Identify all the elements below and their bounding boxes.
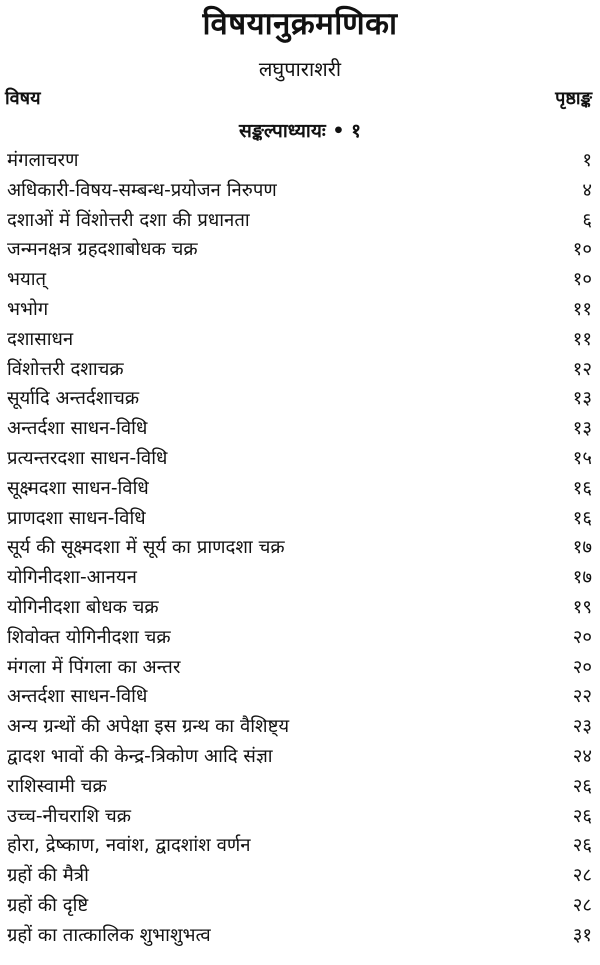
toc-entry-page: ४ xyxy=(582,179,592,201)
toc-entry-page: १३ xyxy=(572,388,592,410)
toc-entry xyxy=(0,355,600,385)
column-header-page: पृष्ठाङ्क xyxy=(555,88,592,109)
toc-entry-page: ३१ xyxy=(572,924,592,946)
toc-entry-title: भयात् xyxy=(7,269,47,291)
toc-entry-title: दशाओं में विंशोत्तरी दशा की प्रधानता xyxy=(7,209,250,231)
toc-entry-page: १२ xyxy=(572,358,592,380)
toc-entry xyxy=(0,265,600,295)
toc-entry xyxy=(0,891,600,921)
toc-entry-title: अन्तर्दशा साधन-विधि xyxy=(7,686,148,708)
toc-entry-page: ६ xyxy=(582,209,592,231)
toc-entry-page: २६ xyxy=(572,775,592,797)
toc-entry xyxy=(0,176,600,206)
toc-entry-page: २३ xyxy=(572,716,592,738)
toc-entry-page: १३ xyxy=(572,418,592,440)
toc-entry-page: १५ xyxy=(572,447,592,469)
toc-entry-title: सूर्य की सूक्ष्मदशा में सूर्य का प्राणदशा चक्र xyxy=(7,537,285,559)
toc-entry xyxy=(0,861,600,891)
section-heading: सङ्कल्पाध्यायः • १ xyxy=(239,120,361,142)
toc-entry xyxy=(0,593,600,623)
toc-entry xyxy=(0,146,600,176)
toc-entry-title: जन्मनक्षत्र ग्रहदशाबोधक चक्र xyxy=(7,239,198,261)
toc-entry xyxy=(0,682,600,712)
page-title: विषयानुक्रमणिका xyxy=(202,6,398,42)
toc-entry xyxy=(0,384,600,414)
toc-entry xyxy=(0,653,600,683)
toc-entry xyxy=(0,325,600,355)
toc-entry-title: ग्रहों का तात्कालिक शुभाशुभत्व xyxy=(7,924,211,946)
toc-entry xyxy=(0,623,600,653)
toc-entry-page: २६ xyxy=(572,835,592,857)
toc-entry xyxy=(0,712,600,742)
toc-entry xyxy=(0,563,600,593)
toc-entry-page: २२ xyxy=(572,686,592,708)
toc-entry xyxy=(0,802,600,832)
toc-entry-title: मंगला में पिंगला का अन्तर xyxy=(7,656,181,678)
toc-entry-title: अधिकारी-विषय-सम्बन्ध-प्रयोजन निरुपण xyxy=(7,179,277,201)
toc-entry-page: १० xyxy=(572,239,592,261)
toc-entry-title: योगिनीदशा-आनयन xyxy=(7,567,137,589)
toc-entry-title: विंशोत्तरी दशाचक्र xyxy=(7,358,124,380)
toc-entry-title: होरा, द्रेष्काण, नवांश, द्वादशांश वर्णन xyxy=(7,835,251,857)
toc-entry-title: योगिनीदशा बोधक चक्र xyxy=(7,596,159,618)
toc-entry xyxy=(0,414,600,444)
column-header-subject: विषय xyxy=(5,88,41,109)
toc-entry-title: ग्रहों की दृष्टि xyxy=(7,894,89,916)
toc-entry-title: राशिस्वामी चक्र xyxy=(7,775,107,797)
toc-entry-page: १६ xyxy=(572,477,592,499)
toc-entry-title: द्वादश भावों की केन्द्र-त्रिकोण आदि संज्ञा xyxy=(7,745,273,767)
toc-entry-page: ११ xyxy=(572,298,592,320)
toc-entry xyxy=(0,444,600,474)
toc-entry-title: भभोग xyxy=(7,298,49,320)
toc-entry-page: २८ xyxy=(572,894,592,916)
toc-entry-page: २८ xyxy=(572,865,592,887)
toc-entry xyxy=(0,533,600,563)
toc-entry-title: मंगलाचरण xyxy=(7,150,79,171)
toc-entry-page: २६ xyxy=(572,805,592,827)
toc-entry-title: दशासाधन xyxy=(7,328,74,350)
toc-entry-title: सूर्यादि अन्तर्दशाचक्र xyxy=(7,388,140,410)
toc-entry-title: उच्च-नीचराशि चक्र xyxy=(7,805,131,827)
toc-entry-page: १९ xyxy=(572,596,592,618)
toc-entry xyxy=(0,921,600,951)
toc-entry xyxy=(0,772,600,802)
toc-entry-title: सूक्ष्मदशा साधन-विधि xyxy=(7,477,149,499)
toc-entry-page: २० xyxy=(572,656,592,678)
toc-entry xyxy=(0,235,600,265)
toc-entry-title: शिवोक्त योगिनीदशा चक्र xyxy=(7,626,171,648)
toc-entry-page: १६ xyxy=(572,507,592,529)
toc-entry-page: १७ xyxy=(572,537,592,559)
toc-entry-page: २४ xyxy=(572,745,592,767)
toc-entry-title: अन्तर्दशा साधन-विधि xyxy=(7,418,148,440)
toc-entry xyxy=(0,474,600,504)
toc-entry-page: १७ xyxy=(572,567,592,589)
toc-entry-page: ११ xyxy=(572,328,592,350)
toc-entry-title: अन्य ग्रन्थों की अपेक्षा इस ग्रन्थ का वैशिष्ट्य xyxy=(7,716,290,738)
book-subtitle: लघुपाराशरी xyxy=(258,57,342,81)
toc-entry xyxy=(0,831,600,861)
toc-entry xyxy=(0,206,600,236)
toc-entry-page: २० xyxy=(572,626,592,648)
toc-entry xyxy=(0,295,600,325)
toc-entry-title: प्राणदशा साधन-विधि xyxy=(7,507,146,529)
toc-entry-page: १० xyxy=(572,269,592,291)
toc-entry xyxy=(0,742,600,772)
toc-entry-page: १ xyxy=(582,150,592,171)
toc-entry-title: प्रत्यन्तरदशा साधन-विधि xyxy=(7,447,168,469)
toc-list xyxy=(0,146,600,951)
toc-entry-title: ग्रहों की मैत्री xyxy=(7,865,89,887)
toc-entry xyxy=(0,504,600,534)
